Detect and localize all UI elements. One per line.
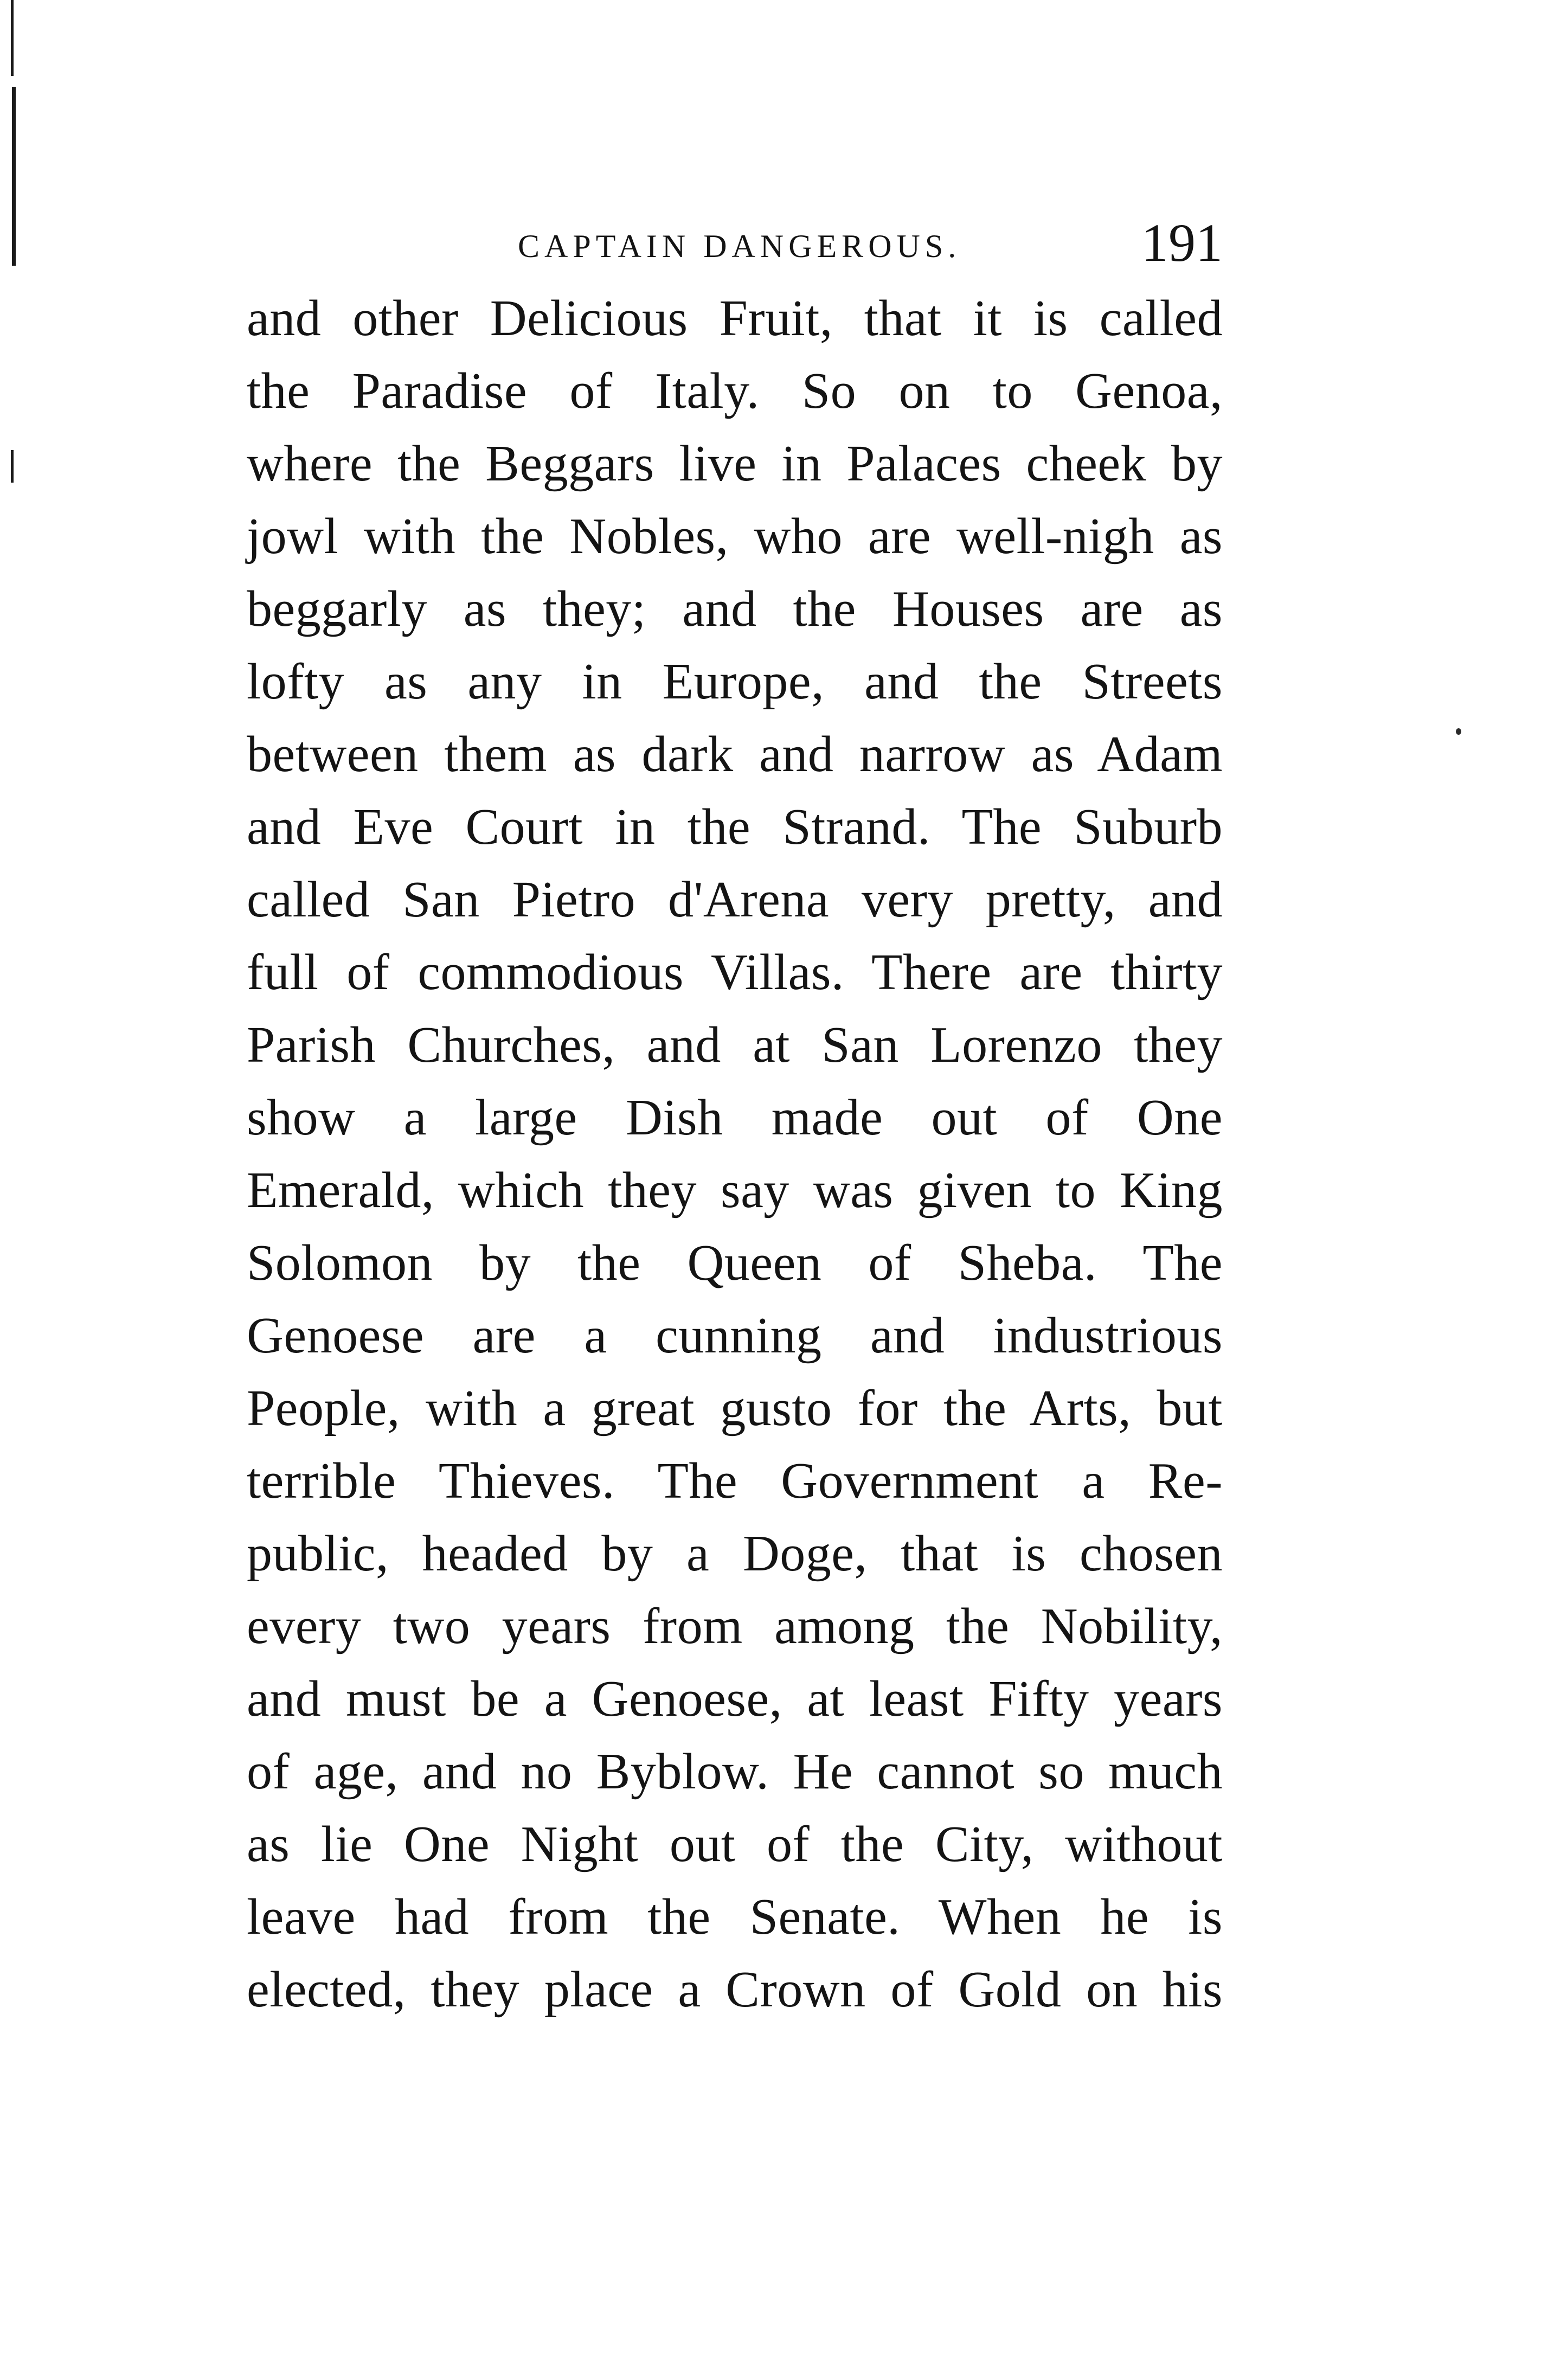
- text-line: and Eve Court in the Strand. The Suburb: [247, 799, 1223, 855]
- text-line: elected, they place a Crown of Gold on his: [247, 1961, 1223, 2018]
- ink-speck: [1456, 728, 1461, 735]
- scan-edge-mark: [11, 450, 14, 483]
- scan-edge-mark: [12, 87, 16, 266]
- running-head: [247, 206, 1223, 287]
- text-line: show a large Dish made out of One: [247, 1089, 1223, 1146]
- text-line: full of commodious Villas. There are thirty: [247, 944, 1223, 1000]
- text-line: where the Beggars live in Palaces cheek by: [247, 435, 1223, 492]
- text-line: of age, and no Byblow. He cannot so much: [247, 1743, 1223, 1800]
- text-line: called San Pietro d'Arena very pretty, and: [247, 871, 1223, 928]
- text-line: jowl with the Nobles, who are well-nigh as: [247, 508, 1223, 564]
- text-line: Solomon by the Queen of Sheba. The: [247, 1235, 1223, 1291]
- page-number: 191: [1141, 213, 1223, 273]
- text-line: lofty as any in Europe, and the Streets: [247, 653, 1223, 710]
- text-line: Emerald, which they say was given to King: [247, 1162, 1223, 1218]
- text-line: Parish Churches, and at San Lorenzo they: [247, 1017, 1223, 1073]
- text-line: Genoese are a cunning and industrious: [247, 1307, 1223, 1364]
- running-title: CAPTAIN DANGEROUS.: [518, 228, 961, 264]
- text-line: beggarly as they; and the Houses are as: [247, 581, 1223, 637]
- text-line: every two years from among the Nobility,: [247, 1598, 1223, 1654]
- text-line: and other Delicious Fruit, that it is called: [247, 290, 1223, 347]
- text-line: People, with a great gusto for the Arts, but: [247, 1380, 1223, 1436]
- text-line: terrible Thieves. The Government a Re-: [247, 1453, 1223, 1509]
- text-line: and must be a Genoese, at least Fifty years: [247, 1671, 1223, 1727]
- text-line: between them as dark and narrow as Adam: [247, 726, 1223, 782]
- text-line: as lie One Night out of the City, without: [247, 1816, 1223, 1872]
- text-line: public, headed by a Doge, that is chosen: [247, 1525, 1223, 1582]
- text-line: the Paradise of Italy. So on to Genoa,: [247, 363, 1223, 419]
- text-line: leave had from the Senate. When he is: [247, 1889, 1223, 1945]
- scan-edge-mark: [11, 0, 14, 76]
- body-text: [247, 282, 1223, 2026]
